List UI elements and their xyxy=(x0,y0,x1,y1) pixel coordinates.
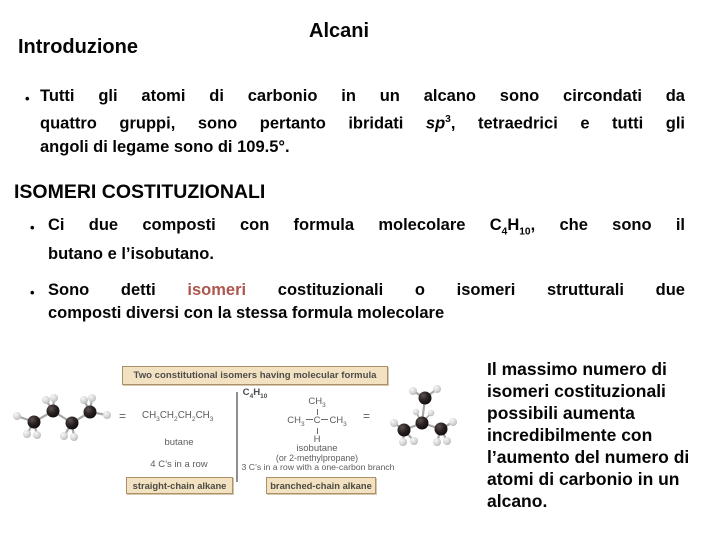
isobutane-description: 3 C’s in a row with a one-carbon branch xyxy=(241,462,395,472)
figure-constitutional-isomers xyxy=(8,358,480,510)
isobutane-alt-name: (or 2-methylpropane) xyxy=(275,452,359,463)
superscript-3: 3 xyxy=(445,114,451,125)
butane-ball-stick-model xyxy=(13,394,111,441)
section-heading: ISOMERI COSTITUZIONALI xyxy=(14,181,266,203)
subscript-4: 4 xyxy=(501,226,508,238)
bullet-marker: • xyxy=(25,91,30,106)
bullet-hybridization xyxy=(25,85,685,159)
slide-subtitle: Introduzione xyxy=(18,36,138,58)
equals-sign: = xyxy=(363,409,371,423)
isobutane-ball-stick-model xyxy=(390,385,457,446)
isobutane-structural-formula xyxy=(287,396,347,445)
bullet-c4h10 xyxy=(30,214,685,266)
butane-condensed-formula: $CH_3CH_2CH_2CH_3$ xyxy=(142,410,214,423)
note-line: l’aumento del numero di xyxy=(487,447,690,467)
central-carbon: C xyxy=(313,414,321,426)
note-line: alcano. xyxy=(487,491,548,511)
note-line: atomi di carbonio in un xyxy=(487,469,680,489)
note-line: possibili aumenta xyxy=(487,403,635,423)
side-note xyxy=(487,358,719,512)
note-line: Il massimo numero di xyxy=(487,359,667,379)
text-line: angoli di legame sono di 109.5°. xyxy=(40,137,290,156)
subscript-10: 10 xyxy=(260,392,268,400)
bullet-marker: • xyxy=(30,220,35,235)
subscript-10: 10 xyxy=(519,226,531,238)
slide-title: Alcani xyxy=(309,20,370,42)
text-line: Ci due composti con formula molecolare $C_4H_{10}$, che sono il xyxy=(48,216,685,238)
bullet-marker: • xyxy=(30,285,35,300)
text-line: composti diversi con la stessa formula molecolare xyxy=(48,304,445,322)
figure-header-box: Two constitutional isomers having molecular formula $C_4H_{10}$ xyxy=(122,366,388,385)
note-line: isomeri costituzionali xyxy=(487,381,666,401)
bullet-text xyxy=(40,85,685,159)
text-line: Sono detti isomeri costituzionali o isomeri strutturali due xyxy=(48,281,685,299)
text-line: quattro gruppi, sono pertanto ibridati $sp^3$, tetraedrici e tutti gli xyxy=(40,114,685,133)
formula-bottom-hydrogen: H xyxy=(313,433,321,445)
isobutane-name: isobutane xyxy=(296,443,338,454)
butane-name: butane xyxy=(164,437,194,448)
formula-middle-row: $CH_3$ C $CH_3$ xyxy=(287,414,347,428)
text-line: Tutti gli atomi di carbonio in un alcano sono circondati da xyxy=(40,87,685,105)
branched-chain-label-box: branched-chain alkane xyxy=(266,477,376,494)
bullet-text xyxy=(48,214,685,266)
equals-sign: = xyxy=(119,409,127,423)
formula-top-group: $CH_3$ xyxy=(308,396,326,409)
highlighted-word-isomeri: isomeri xyxy=(187,281,247,299)
note-line: incredibilmente con xyxy=(487,425,653,445)
bullet-text xyxy=(48,279,685,325)
sp-italic: sp xyxy=(425,114,446,133)
butane-description: 4 C’s in a row xyxy=(150,459,208,470)
straight-chain-label-box: straight-chain alkane xyxy=(126,477,233,494)
subscript-4: 4 xyxy=(249,392,254,400)
bullet-isomer-definition xyxy=(30,279,685,325)
bond-line xyxy=(306,419,313,420)
text-line: butano e l’isobutano. xyxy=(48,245,214,264)
bond-line xyxy=(321,419,328,420)
